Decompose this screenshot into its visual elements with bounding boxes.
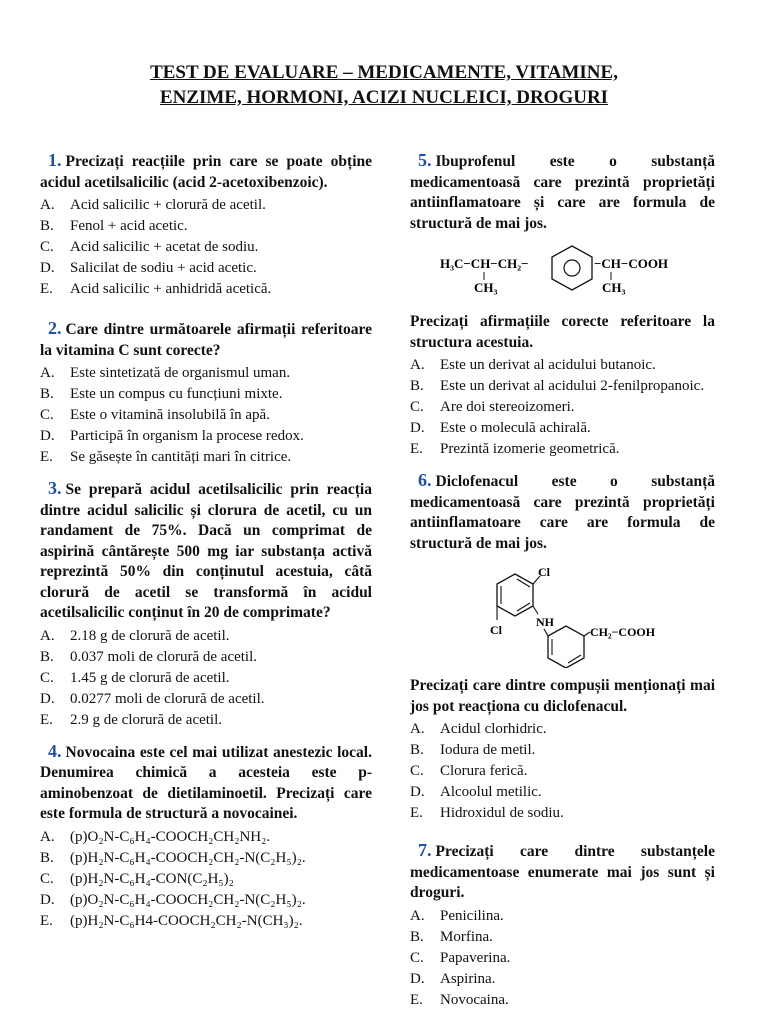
question-3 — [40, 478, 372, 731]
answer-options — [40, 195, 372, 300]
question-7 — [410, 840, 715, 1011]
answer-options — [40, 827, 372, 932]
question-number: 5. — [418, 150, 432, 170]
bottom-ring — [548, 626, 584, 668]
chlorine-top: Cl — [538, 565, 550, 579]
option-e[interactable]: E. Prezintă izomerie geometrică. — [410, 441, 620, 457]
option-c[interactable]: C. Acid salicilic + acetat de sodiu. — [40, 239, 259, 255]
option-a[interactable]: A. Acid salicilic + clorură de acetil. — [40, 197, 266, 213]
question-1 — [40, 150, 372, 300]
answer-options — [410, 719, 715, 824]
question-number: 1. — [48, 150, 62, 170]
question-stem: 2. Care dintre următoarele afirmații referitoare la vitamina C sunt corecte? — [40, 318, 372, 359]
option-b[interactable]: B. Iodura de metil. — [410, 742, 536, 758]
option-a[interactable]: A. Este un derivat al acidului butanoic. — [410, 357, 656, 373]
option-c[interactable]: C. Este o vitamină insolubilă în apă. — [40, 407, 270, 423]
option-c[interactable]: C. Papaverina. — [410, 949, 511, 966]
option-e[interactable]: E. Se găsește în cantități mari în citrice. — [40, 449, 292, 465]
question-stem: 5. Ibuprofenul este o substanță medicamentoasă care prezintă proprietăți antiinflamatoare și care are formula de structură de mai jos. — [410, 150, 715, 232]
option-d[interactable]: D. Aspirina. — [410, 970, 496, 987]
question-number: 6. — [418, 470, 432, 490]
question-number: 3. — [48, 478, 62, 498]
answer-options — [40, 626, 372, 731]
question-number: 7. — [418, 840, 432, 860]
question-2 — [40, 318, 372, 468]
option-e[interactable]: E. (p)H₂N-C₆H4-COOCH₂CH₂-N(CH₃)₂. — [40, 912, 303, 929]
answer-options — [410, 906, 715, 1011]
question-stem: 3. Se prepară acidul acetilsalicilic prin reacția dintre acidul salicilic și clorura de acetil, cu un randament de 75%. Dacă un comprimat de aspirină cântărește 500 mg iar substanța activă reprezintă 50% din conținutul acestuia, câtă clorură de acetil se transformă în acidul acetilsalicilic conținut în 20 de comprimate? — [40, 478, 372, 621]
question-stem: 4. Novocaina este cel mai utilizat anestezic local. Denumirea chimică a acesteia este p-aminobenzoat de dietilaminoetil. Precizați care este formula de structură a novocainei. — [40, 740, 372, 822]
side-chain: CH₂−COOH — [590, 625, 656, 639]
option-c[interactable]: C. (p)H₂N-C₆H₄-CON(C₂H₅)₂ — [40, 870, 234, 887]
question-4 — [40, 741, 372, 932]
chlorine-left: Cl — [490, 623, 502, 637]
top-ring — [497, 574, 533, 616]
option-c[interactable]: C. 1.45 g de clorură de acetil. — [40, 669, 230, 686]
option-a[interactable]: A. (p)O₂N-C₆H₄-COOCH₂CH₂NH₂. — [40, 828, 271, 845]
left-column — [40, 150, 372, 942]
option-b[interactable]: B. Morfina. — [410, 928, 493, 945]
diclofenac-structure — [410, 562, 715, 668]
formula-right: −CH−COOH — [594, 256, 669, 271]
option-d[interactable]: D. Este o moleculă achirală. — [410, 420, 591, 436]
question-number: 2. — [48, 318, 62, 338]
answer-options — [410, 355, 715, 460]
option-c[interactable]: C. Clorura ferică. — [410, 763, 528, 779]
question-stem: 1. Precizați reacțiile prin care se poate obține acidul acetilsalicilic (acid 2-acetoxibenzoic). — [40, 150, 372, 191]
question-stem: 7. Precizați care dintre substanțele medicamentoase enumerate mai jos sunt și droguri. — [410, 840, 715, 901]
question-6 — [410, 470, 715, 824]
formula-left-sub: CH₃ — [474, 280, 498, 295]
option-b[interactable]: B. Fenol + acid acetic. — [40, 218, 188, 234]
option-e[interactable]: E. Acid salicilic + anhidridă acetică. — [40, 281, 272, 297]
question-stem: 6. Diclofenacul este o substanță medicamentoasă care prezintă proprietăți antiinflamatoare care are formula de structură de mai jos. — [410, 470, 715, 552]
option-a[interactable]: A. Este sintetizată de organismul uman. — [40, 365, 291, 381]
benzene-ring — [552, 246, 592, 290]
option-d[interactable]: D. Alcoolul metilic. — [410, 784, 542, 800]
nh-group: NH — [536, 615, 554, 629]
title-line-1: TEST DE EVALUARE – MEDICAMENTE, VITAMINE, — [150, 62, 618, 83]
option-a[interactable]: A. 2.18 g de clorură de acetil. — [40, 627, 230, 644]
option-b[interactable]: B. Este un derivat al acidului 2-fenilpropanoic. — [410, 378, 705, 394]
option-e[interactable]: E. Novocaina. — [410, 991, 509, 1008]
question-stem-2: Precizați care dintre compușii menționați mai jos pot reacționa cu diclofenacul. — [410, 677, 715, 715]
option-c[interactable]: C. Are doi stereoizomeri. — [410, 399, 575, 415]
option-b[interactable]: B. Este un compus cu funcțiuni mixte. — [40, 386, 283, 402]
question-stem-2: Precizați afirmațiile corecte referitoare la structura acestuia. — [410, 313, 715, 351]
title-line-2: ENZIME, HORMONI, ACIZI NUCLEICI, DROGURI — [159, 87, 609, 108]
page-title — [0, 60, 768, 110]
option-b[interactable]: B. (p)H₂N-C₆H₄-COOCH₂CH₂-N(C₂H₅)₂. — [40, 849, 306, 866]
option-d[interactable]: D. Salicilat de sodiu + acid acetic. — [40, 260, 257, 276]
option-d[interactable]: D. Participă în organism la procese redox. — [40, 428, 304, 444]
option-a[interactable]: A. Acidul clorhidric. — [410, 721, 547, 737]
option-d[interactable]: D. (p)O₂N-C₆H₄-COOCH₂CH₂-N(C₂H₅)₂. — [40, 891, 306, 908]
question-number: 4. — [48, 740, 62, 761]
formula-left: H₃C−CH−CH₂− — [440, 256, 529, 271]
option-d[interactable]: D. 0.0277 moli de clorură de acetil. — [40, 690, 265, 707]
formula-right-sub: CH₃ — [602, 280, 626, 295]
option-a[interactable]: A. Penicilina. — [410, 907, 504, 924]
option-b[interactable]: B. 0.037 moli de clorură de acetil. — [40, 648, 258, 665]
option-e[interactable]: E. Hidroxidul de sodiu. — [410, 805, 564, 821]
right-column — [410, 150, 715, 1021]
ibuprofen-structure — [410, 242, 715, 304]
question-5 — [410, 150, 715, 460]
option-e[interactable]: E. 2.9 g de clorură de acetil. — [40, 711, 223, 728]
answer-options — [40, 363, 372, 468]
